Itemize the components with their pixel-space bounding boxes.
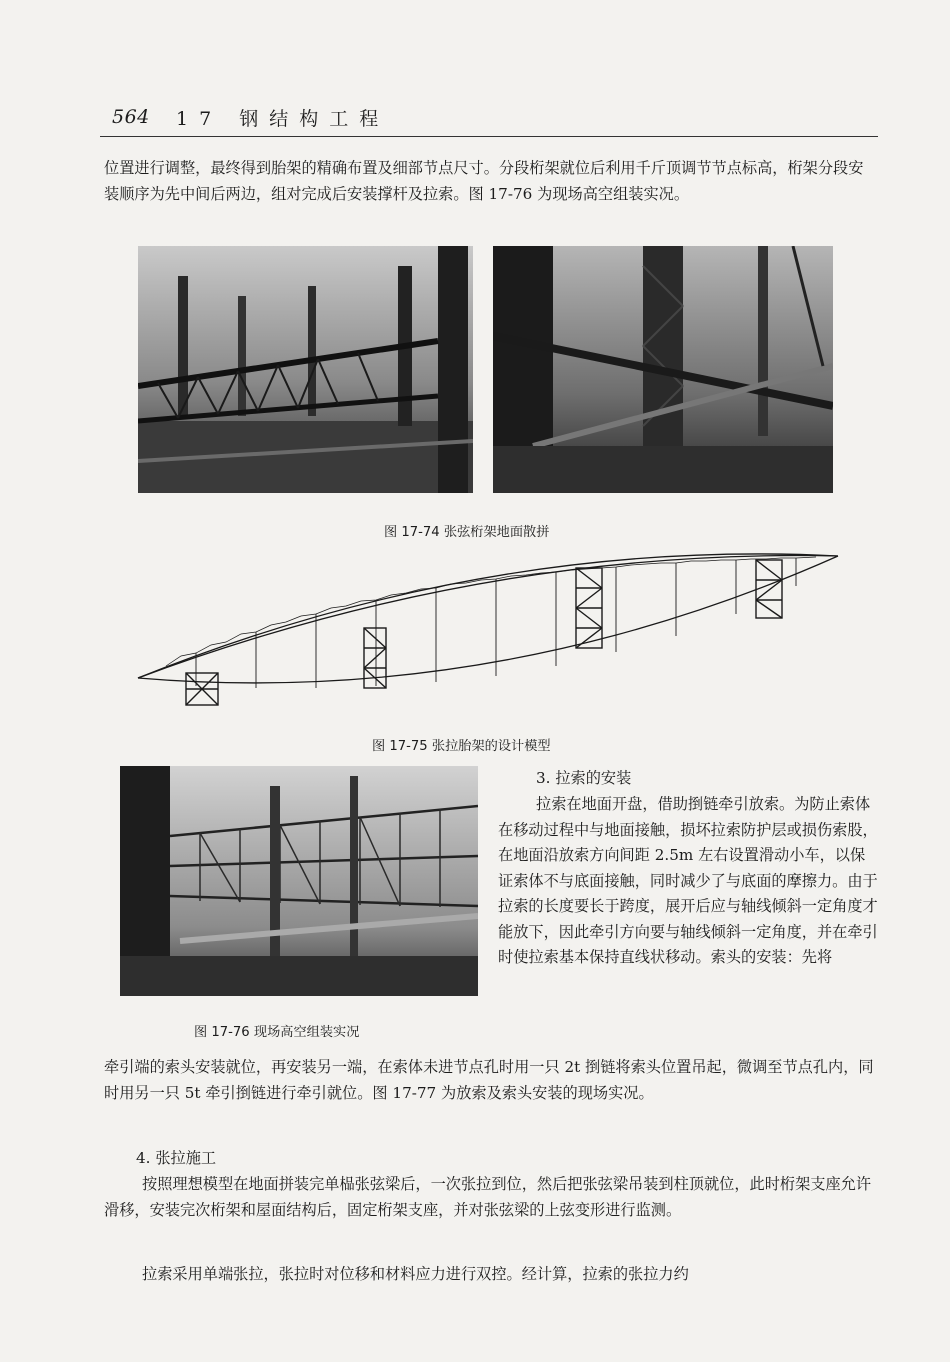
chapter-title: 17 钢结构工程 — [176, 108, 390, 130]
section-4-text-1: 按照理想模型在地面拼装完单榀张弦梁后，一次张拉到位，然后把张弦梁吊装到柱顶就位，此时桁架支座允许滑移，安装完次桁架和屋面结构后，固定桁架支座，并对张弦梁的上弦变形进行监测。 — [104, 1175, 871, 1219]
section-3-text: 拉索在地面开盘，借助捯链牵引放索。为防止索体在移动过程中与地面接触，损坏拉索防护层或损伤索股，在地面沿放索方向间距 2.5m 左右设置滑动小车，以保证索体不与底面接触，同时减少了与底面的摩擦力。由于拉索的长度要长于跨度，展开后应与轴线倾斜一定角度才能放下，因此牵引方向要与轴线倾斜一定角度，并在牵引时使拉索基本保持直线状移动。索头的安装：先将 — [498, 795, 878, 966]
figure-75-truss-model — [136, 548, 842, 718]
truss-assembly-photo-left — [138, 246, 473, 493]
section-3-paragraph-continued: 牵引端的索头安装就位，再安装另一端，在索体未进节点孔时用一只 2t 捯链将索头位置吊起，微调至节点孔内，同时用另一只 5t 牵引捯链进行牵引就位。图 17-77 为放索及索头安装的现场实况。 — [104, 1058, 874, 1102]
figure-75-caption: 图 17-75 张拉胎架的设计模型 — [372, 739, 551, 754]
truss-assembly-photo-right — [493, 246, 833, 493]
figure-74-photo-left — [138, 246, 473, 493]
section-3-heading: 3. 拉索的安装 — [536, 769, 632, 787]
figure-76-caption: 图 17-76 现场高空组装实况 — [194, 1025, 360, 1040]
section-3-paragraph-right — [498, 792, 880, 971]
tensioned-truss-diagram — [136, 548, 842, 718]
header-rule — [100, 136, 878, 137]
section-4-text-2: 拉索采用单端张拉，张拉时对位移和材料应力进行双控。经计算，拉索的张拉力约 — [142, 1265, 689, 1283]
figure-76-photo — [120, 766, 478, 996]
section-4-heading: 4. 张拉施工 — [136, 1149, 217, 1167]
page-number: 564 — [112, 106, 150, 128]
section-4-paragraph-2 — [104, 1262, 878, 1288]
high-altitude-assembly-photo — [120, 766, 478, 996]
figure-74-caption: 图 17-74 张弦桁架地面散拼 — [384, 525, 550, 540]
section-4-paragraph-1 — [104, 1172, 878, 1223]
intro-paragraph: 位置进行调整，最终得到胎架的精确布置及细部节点尺寸。分段桁架就位后利用千斤顶调节节点标高，桁架分段安装顺序为先中间后两边，组对完成后安装撑杆及拉索。图 17-76 为现场高空组装实况。 — [104, 159, 864, 203]
figure-74-photo-right — [493, 246, 833, 493]
